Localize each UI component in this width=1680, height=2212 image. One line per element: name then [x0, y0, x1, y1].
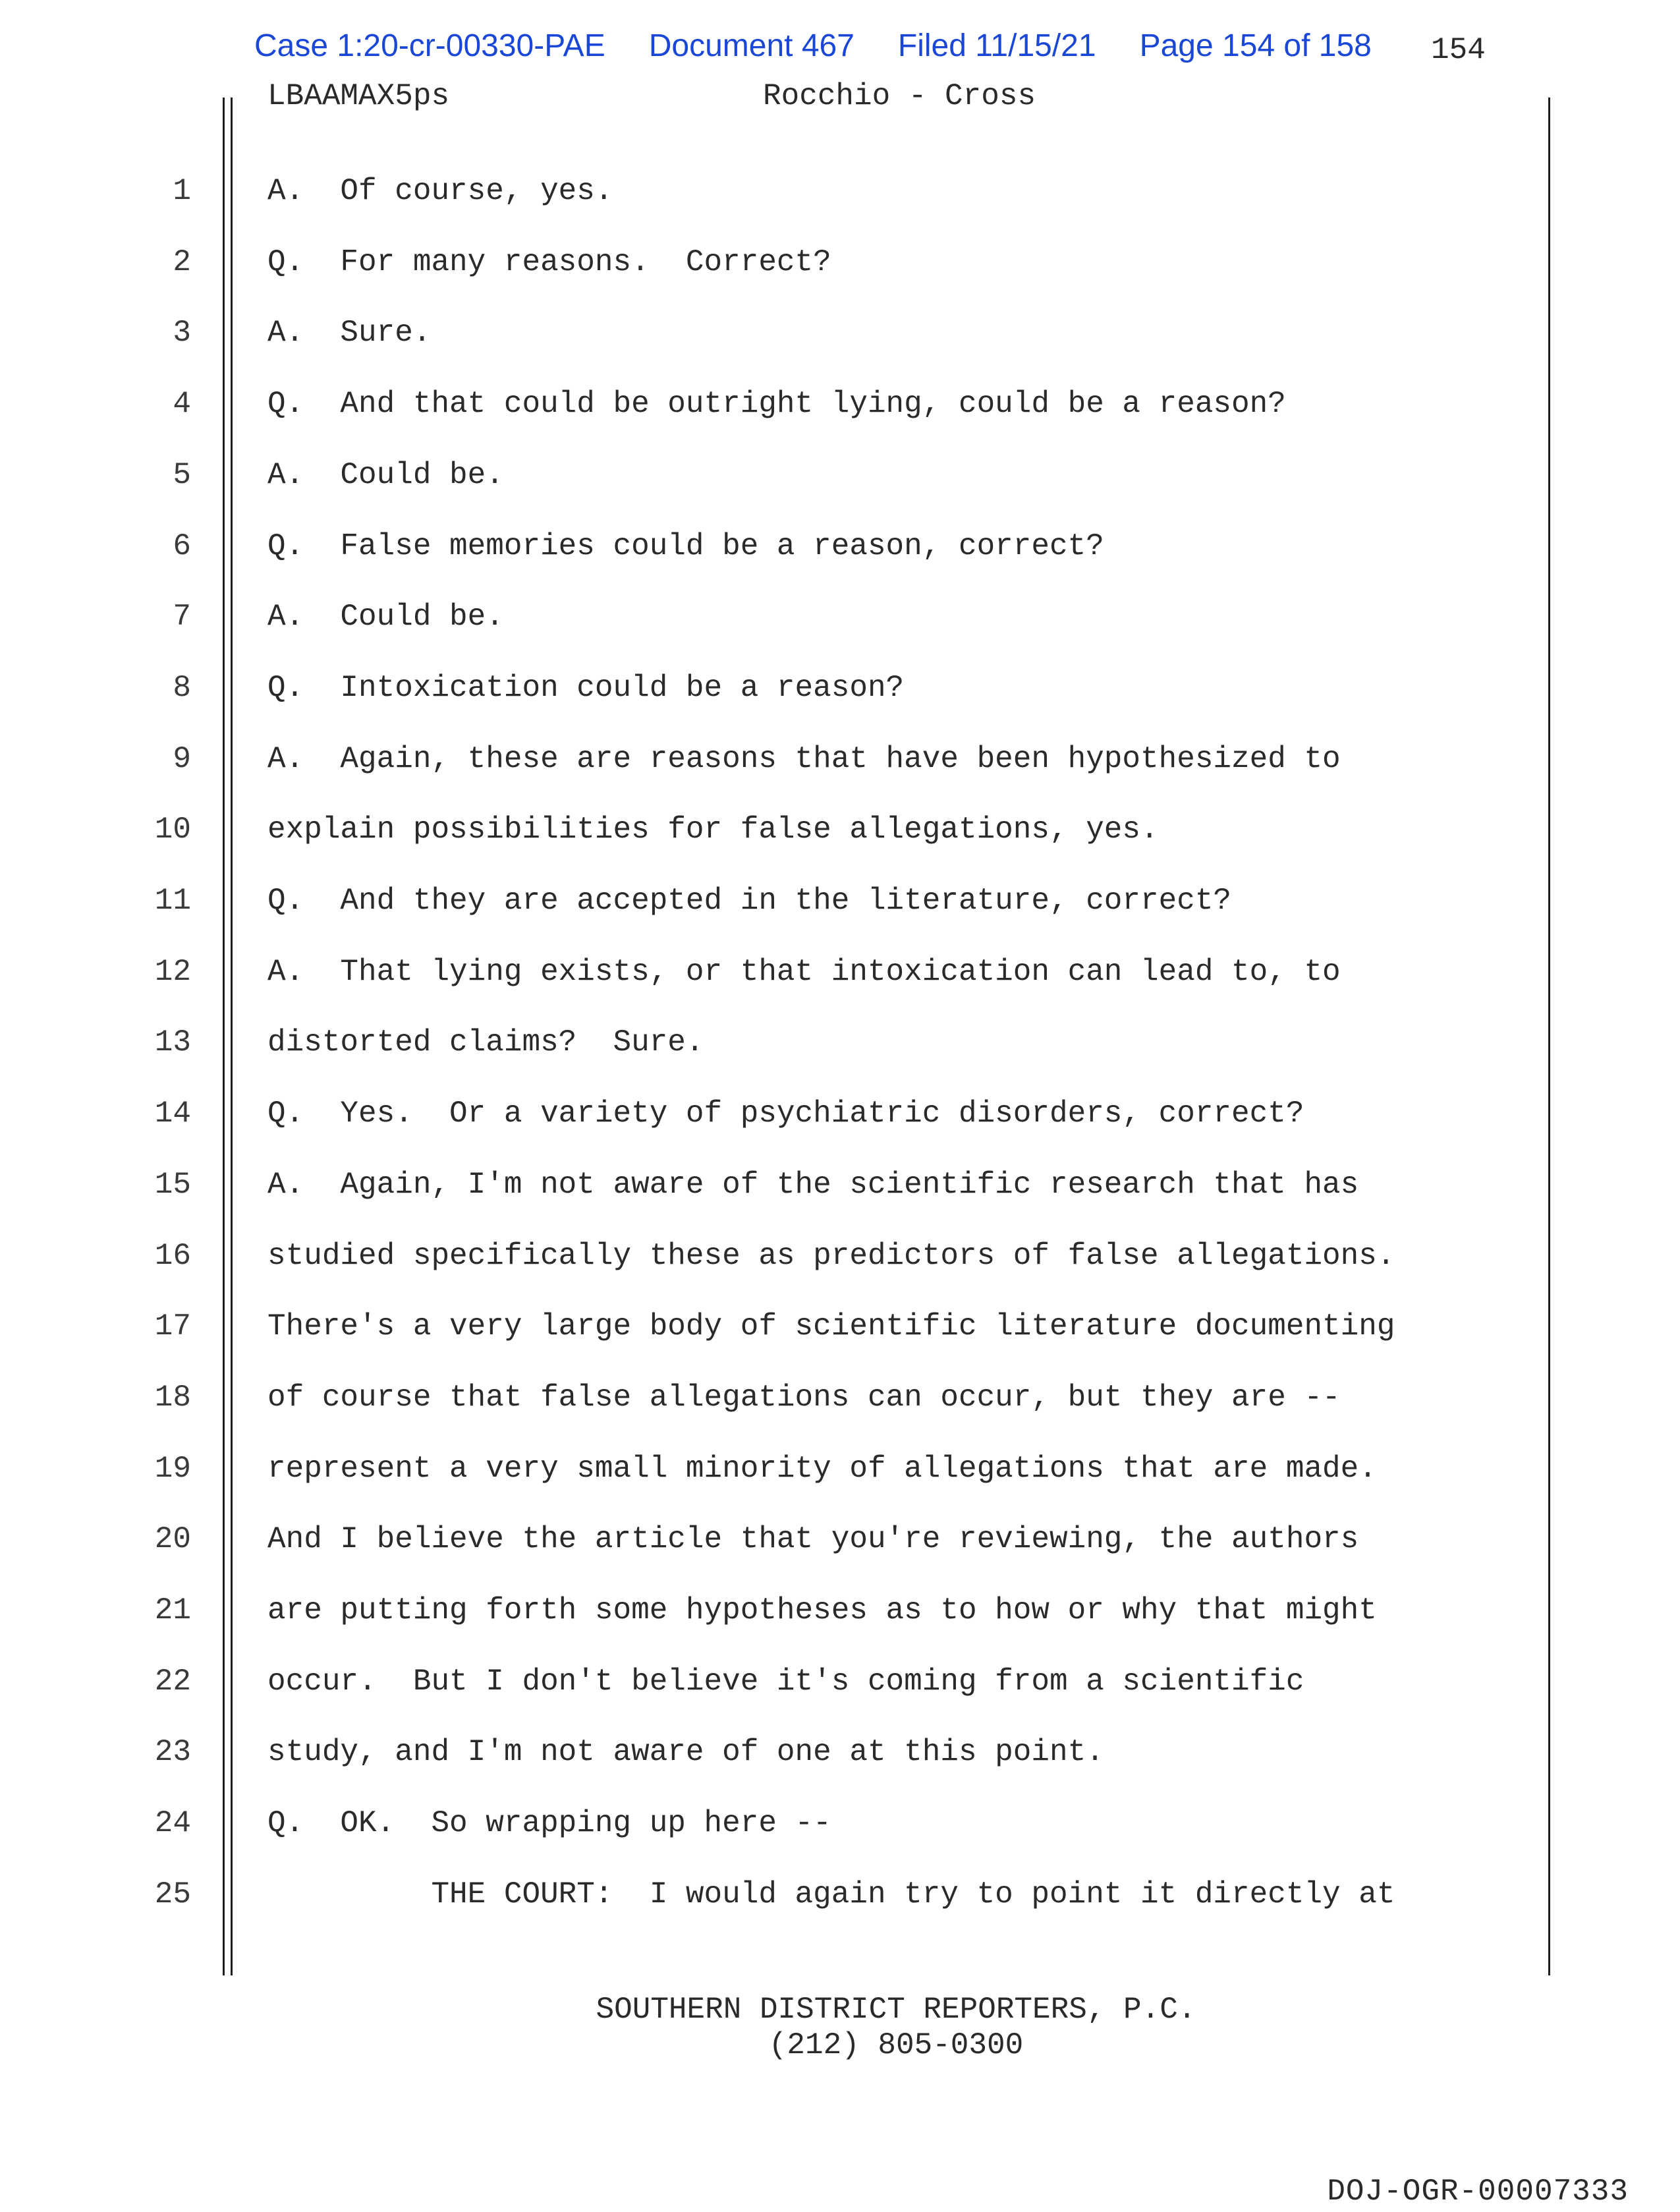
line-text: of course that false allegations can occur, but they are -- [267, 1380, 1341, 1415]
page-of-total: Page 154 of 158 [1139, 28, 1372, 63]
line-text: Q. And they are accepted in the literature, correct? [267, 884, 1232, 918]
line-text: A. Again, these are reasons that have been hypothesized to [267, 742, 1341, 776]
line-text: distorted claims? Sure. [267, 1025, 704, 1060]
line-number: 11 [154, 884, 191, 918]
line-text: THE COURT: I would again try to point it directly at [267, 1877, 1395, 1912]
line-text: And I believe the article that you're reviewing, the authors [267, 1522, 1359, 1556]
line-text: studied specifically these as predictors of false allegations. [267, 1239, 1395, 1273]
line-text: A. Could be. [267, 458, 504, 492]
line-text: A. Again, I'm not aware of the scientific research that has [267, 1168, 1359, 1202]
line-text: A. Could be. [267, 600, 504, 634]
line-number: 15 [154, 1168, 191, 1202]
line-text: Q. False memories could be a reason, correct? [267, 529, 1104, 563]
line-number: 3 [173, 316, 191, 350]
line-number: 20 [154, 1522, 191, 1556]
line-number: 12 [154, 955, 191, 989]
line-number: 10 [154, 812, 191, 847]
line-text: explain possibilities for false allegations, yes. [267, 812, 1159, 847]
line-text: A. Of course, yes. [267, 174, 613, 208]
line-text: Q. OK. So wrapping up here -- [267, 1806, 831, 1840]
line-number: 17 [154, 1309, 191, 1344]
line-number: 13 [154, 1025, 191, 1060]
line-number: 18 [154, 1380, 191, 1415]
line-text: A. Sure. [267, 316, 432, 350]
line-number: 16 [154, 1239, 191, 1273]
line-number: 23 [154, 1735, 191, 1769]
reporter-name: SOUTHERN DISTRICT REPORTERS, P.C. [596, 1993, 1196, 2027]
line-number: 6 [173, 529, 191, 563]
line-number: 4 [173, 387, 191, 421]
line-text: Q. And that could be outright lying, could be a reason? [267, 387, 1286, 421]
line-number: 1 [173, 174, 191, 208]
line-number: 8 [173, 671, 191, 705]
line-text: are putting forth some hypotheses as to how or why that might [267, 1593, 1377, 1628]
line-text: represent a very small minority of allegations that are made. [267, 1452, 1377, 1486]
page-number: 154 [1431, 33, 1486, 67]
line-number: 2 [173, 245, 191, 279]
line-text: Q. For many reasons. Correct? [267, 245, 831, 279]
line-number: 24 [154, 1806, 191, 1840]
reporter-phone: (212) 805-0300 [768, 2028, 1024, 2062]
line-number: 22 [154, 1664, 191, 1699]
right-margin-rule [1548, 98, 1550, 1975]
filed-date: Filed 11/15/21 [897, 28, 1096, 63]
left-margin-rule [223, 98, 225, 1975]
running-header-witness: Rocchio - Cross [763, 79, 1036, 113]
line-text: study, and I'm not aware of one at this point. [267, 1735, 1104, 1769]
line-number: 14 [154, 1096, 191, 1131]
line-text: A. That lying exists, or that intoxication can lead to, to [267, 955, 1341, 989]
line-number: 19 [154, 1452, 191, 1486]
filing-header [254, 28, 1372, 64]
line-text: occur. But I don't believe it's coming from a scientific [267, 1664, 1304, 1699]
line-number: 5 [173, 458, 191, 492]
line-text: Q. Intoxication could be a reason? [267, 671, 905, 705]
document-number: Document 467 [648, 28, 854, 63]
line-number: 7 [173, 600, 191, 634]
line-number: 25 [154, 1877, 191, 1912]
running-header-code: LBAAMAX5ps [267, 79, 450, 113]
bates-number: DOJ-OGR-00007333 [1327, 2174, 1629, 2209]
line-number: 21 [154, 1593, 191, 1628]
left-margin-rule-inner [231, 98, 233, 1975]
line-text: Q. Yes. Or a variety of psychiatric disorders, correct? [267, 1096, 1304, 1131]
case-number: Case 1:20-cr-00330-PAE [254, 28, 605, 63]
line-text: There's a very large body of scientific literature documenting [267, 1309, 1395, 1344]
line-number: 9 [173, 742, 191, 776]
